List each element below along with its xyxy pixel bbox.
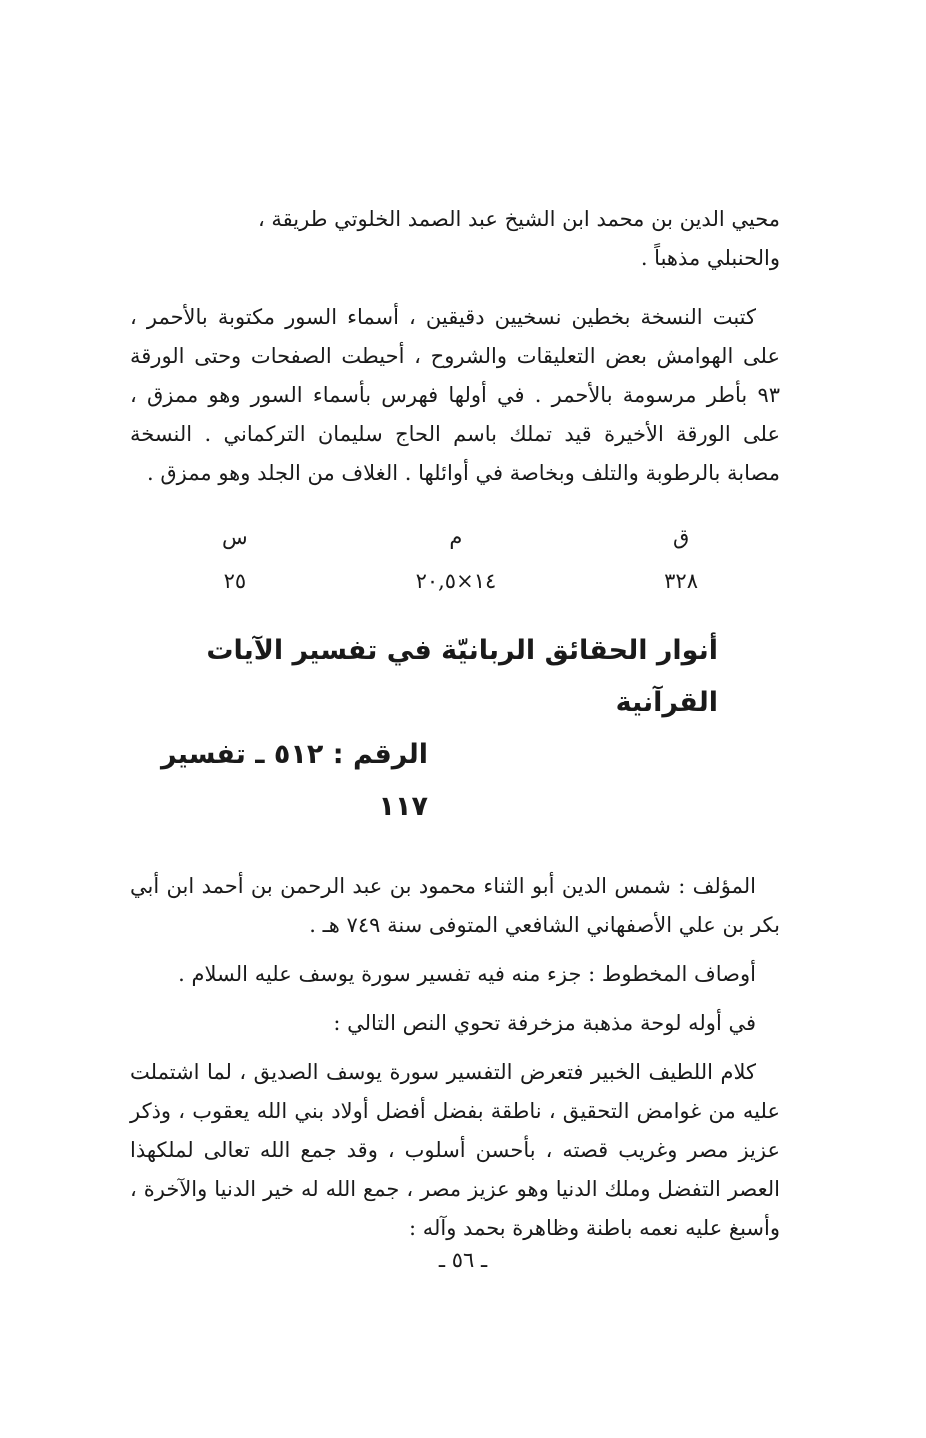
manuscript-description: أوصاف المخطوط : جزء منه فيه تفسير سورة يوسف عليه السلام . <box>178 962 756 986</box>
manuscript-details <box>130 867 780 1248</box>
author-paragraph: المؤلف : شمس الدين أبو الثناء محمود بن عبد الرحمن بن أحمد ابن أبي بكر بن علي الأصفهاني الشافعي المتوفى سنة ٧٤٩ هـ . <box>130 874 780 937</box>
catalog-header-q: ق <box>672 525 690 549</box>
catalog-table <box>130 515 780 603</box>
manuscript-number: الرقم : ٥١٢ ـ تفسير ١١٧ <box>161 739 428 822</box>
catalog-value-s: ٢٥ <box>223 569 247 593</box>
entry-continuation-line-2: والحنبلي مذهباً . <box>640 246 780 270</box>
catalog-value-m: ١٤×٢٠,٥ <box>415 569 497 593</box>
quote-paragraph: كلام اللطيف الخبير فتعرض التفسير سورة يوسف الصديق ، لما اشتملت عليه من غوامض التحقيق ، ناطقة بفضل أفضل أولاد بني الله يعقوب ، وذكر عزيز مصر وغريب قصته ، بأحسن أسلوب ، وقد جمع الله تعالى لملكهذا العصر التفضل وملك الدنيا وهو عزيز مصر ، جمع الله له خير الدنيا والآخرة ، وأسبغ عليه نعمه باطنة وظاهرة بحمد وآله : <box>130 1060 780 1240</box>
page-number: ـ ٥٦ ـ <box>438 1248 488 1272</box>
document-page <box>130 200 780 1248</box>
entry-continuation-line-1: محيي الدين بن محمد ابن الشيخ عبد الصمد الخلوتي طريقة ، <box>257 207 780 231</box>
catalog-column-s <box>222 515 248 603</box>
catalog-column-m <box>416 515 497 603</box>
description-block <box>130 298 780 493</box>
catalog-value-q: ٣٢٨ <box>664 569 698 593</box>
description-paragraph: كتبت النسخة بخطين نسخيين دقيقين ، أسماء السور مكتوبة بالأحمر ، على الهوامش بعض التعليقات والشروح ، أحيطت الصفحات وحتى الورقة ٩٣ بأطر مرسومة بالأحمر . في أولها فهرس بأسماء السور وهو ممزق ، على الورقة الأخيرة قيد تملك باسم الحاج سليمان التركماني . النسخة مصابة بالرطوبة والتلف وبخاصة في أوائلها . الغلاف من الجلد وهو ممزق . <box>130 305 780 485</box>
catalog-header-s: س <box>222 525 248 549</box>
manuscript-title: أنوار الحقائق الربانيّة في تفسير الآيات القرآنية <box>206 635 718 718</box>
catalog-header-m: م <box>449 525 463 549</box>
intro-line: في أوله لوحة مذهبة مزخرفة تحوي النص التالي : <box>333 1011 756 1035</box>
catalog-column-q <box>664 515 698 603</box>
entry-continuation <box>130 200 780 278</box>
